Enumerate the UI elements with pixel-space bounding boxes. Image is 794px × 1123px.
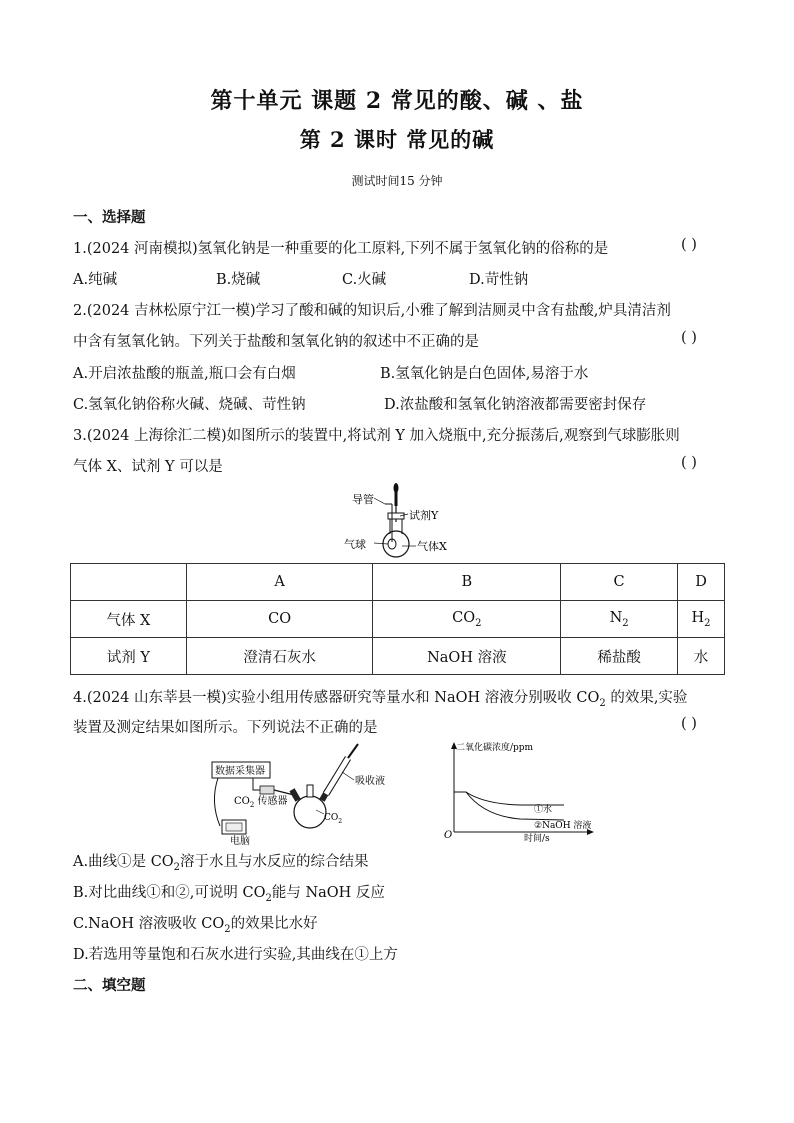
q2-option-c: C.氢氧化钠俗称火碱、烧碱、苛性钠	[73, 397, 306, 413]
formula-subscript: 2	[224, 923, 231, 935]
q4-stem-line1	[73, 686, 687, 709]
q4-label-absorbent: 吸收液	[355, 776, 385, 787]
formula-base: CO	[324, 813, 339, 823]
table-row	[71, 601, 725, 638]
q4-syringe-inner	[326, 758, 348, 794]
table-header-d: D	[678, 564, 725, 601]
page-title: 第十单元 课题 2 常见的酸、碱 、盐	[210, 88, 584, 114]
section-choice-title: 一、选择题	[73, 209, 146, 226]
table-cell-gas-b	[373, 601, 561, 638]
table-cell-reagent-b: NaOH 溶液	[373, 638, 561, 675]
q1-stem: 1.(2024 河南模拟)氢氧化钠是一种重要的化工原料,下列不属于氢氧化钠的俗称的是	[73, 241, 609, 257]
q4-syringe-plunger	[348, 744, 358, 758]
q3-answer-paren: ( )	[681, 455, 697, 471]
table-header-c: C	[561, 564, 678, 601]
option-part: C.NaOH 溶液吸收 CO	[73, 916, 225, 932]
formula-base: CO	[234, 796, 250, 807]
q2-stem-line2: 中含有氢氧化钠。下列关于盐酸和氢氧化钠的叙述中不正确的是	[73, 334, 479, 350]
q2-stem-line1: 2.(2024 吉林松原宁江一模)学习了酸和碱的知识后,小雅了解到洁厕灵中含有盐酸,炉具清洁剂	[73, 303, 671, 319]
q2-option-d: D.浓盐酸和氢氧化钠溶液都需要密封保存	[384, 397, 647, 413]
q4-computer-screen	[226, 823, 242, 831]
formula-base: N	[609, 609, 623, 626]
table-cell-gas-c	[561, 601, 678, 638]
graph-x-label: 时间/s	[524, 834, 550, 842]
table-row	[71, 564, 725, 601]
formula-subscript: 2	[704, 617, 711, 629]
formula-base: H	[691, 609, 705, 626]
table-row-label-reagent: 试剂 Y	[71, 638, 187, 675]
graph-curve-water	[454, 792, 564, 805]
q4-stem-part: 4.(2024 山东莘县一模)实验小组用传感器研究等量水和 NaOH 溶液分别吸收 CO	[73, 690, 600, 706]
table-header-a: A	[186, 564, 373, 601]
q4-label-flask-gas	[324, 813, 342, 825]
q3-leader-tube	[374, 498, 385, 504]
q4-stem-line2: 装置及测定结果如图所示。下列说法不正确的是	[73, 720, 378, 736]
graph-origin: O	[444, 830, 453, 841]
q1-option-d: D.苛性钠	[469, 272, 529, 288]
q3-label-balloon: 气球	[344, 538, 366, 551]
q4-option-c	[73, 912, 318, 935]
q3-stem-line1: 3.(2024 上海徐汇二模)如图所示的装置中,将试剂 Y 加入烧瓶中,充分振荡后,观察到气球膨胀则	[73, 428, 680, 444]
q4-answer-paren: ( )	[681, 716, 697, 732]
section-fill-title: 二、填空题	[73, 977, 146, 994]
q3-label-gas: 气体X	[417, 540, 447, 553]
formula-subscript: 2	[475, 617, 482, 629]
q4-label-sensor	[234, 794, 288, 809]
graph-y-label: 二氧化碳浓度/ppm	[456, 743, 534, 753]
q3-leader-balloon	[374, 543, 388, 544]
graph-curve1-label: ①水	[534, 805, 553, 815]
q3-dropper-bulb-top	[394, 483, 399, 493]
q4-apparatus-figure	[208, 742, 398, 847]
q1-option-a: A.纯碱	[73, 272, 118, 288]
q2-answer-paren: ( )	[681, 330, 697, 346]
table-cell-gas-d	[678, 601, 725, 638]
q4-flask-body	[294, 796, 326, 828]
table-cell-gas-a: CO	[186, 601, 373, 638]
sensor-label-suffix: 传感器	[254, 796, 288, 807]
q4-cable-computer	[214, 778, 220, 826]
graph-curve2-label: ②NaOH 溶液	[534, 821, 592, 831]
formula-base: CO	[452, 609, 476, 626]
table-header-b: B	[373, 564, 561, 601]
q4-concentration-graph	[440, 738, 600, 842]
q4-option-a	[73, 850, 369, 873]
q4-cable-sensor	[253, 778, 260, 790]
test-time: 测试时间15 分钟	[351, 174, 443, 188]
q3-stem-line2: 气体 X、试剂 Y 可以是	[73, 459, 223, 475]
q4-label-collector: 数据采集器	[215, 766, 265, 777]
table-cell-reagent-c: 稀盐酸	[561, 638, 678, 675]
q2-option-a: A.开启浓盐酸的瓶盖,瓶口会有白烟	[73, 366, 296, 382]
q3-label-tube: 导管	[352, 493, 374, 506]
q2-option-b: B.氢氧化钠是白色固体,易溶于水	[380, 366, 589, 382]
table-row	[71, 638, 725, 675]
table-cell	[71, 564, 187, 601]
option-part: A.曲线①是 CO	[73, 854, 174, 870]
option-part: 能与 NaOH 反应	[271, 885, 385, 901]
q4-stem-part: 的效果,实验	[605, 690, 688, 706]
q1-answer-paren: ( )	[681, 237, 697, 253]
formula-subscript: 2	[622, 617, 629, 629]
option-part: B.对比曲线①和②,可说明 CO	[73, 885, 266, 901]
q4-option-d: D.若选用等量饱和石灰水进行实验,其曲线在①上方	[73, 947, 398, 963]
formula-subscript: 2	[249, 801, 255, 809]
q3-stopper	[388, 513, 404, 519]
table-cell-reagent-d: 水	[678, 638, 725, 675]
option-part: 的效果比水好	[230, 916, 318, 932]
q3-options-table	[70, 563, 725, 675]
option-part: 溶于水且与水反应的综合结果	[180, 854, 369, 870]
q1-option-c: C.火碱	[342, 272, 387, 288]
q4-option-b	[73, 881, 385, 904]
q4-sensor-head	[260, 786, 274, 794]
formula-subscript: 2	[173, 861, 181, 873]
q4-leader-absorbent	[342, 772, 354, 780]
table-cell-reagent-a: 澄清石灰水	[186, 638, 373, 675]
q3-flask-figure	[330, 480, 470, 560]
formula-subscript: 2	[599, 697, 606, 709]
q4-flask-neck-center	[307, 785, 313, 797]
q1-option-b: B.烧碱	[216, 272, 261, 288]
q4-label-computer: 电脑	[230, 836, 250, 847]
formula-subscript: 2	[338, 818, 343, 825]
table-row-label-gas: 气体 X	[71, 601, 187, 638]
page-subtitle: 第 2 课时 常见的碱	[299, 127, 495, 152]
formula-subscript: 2	[265, 892, 272, 904]
q3-label-reagent: 试剂Y	[409, 509, 439, 522]
